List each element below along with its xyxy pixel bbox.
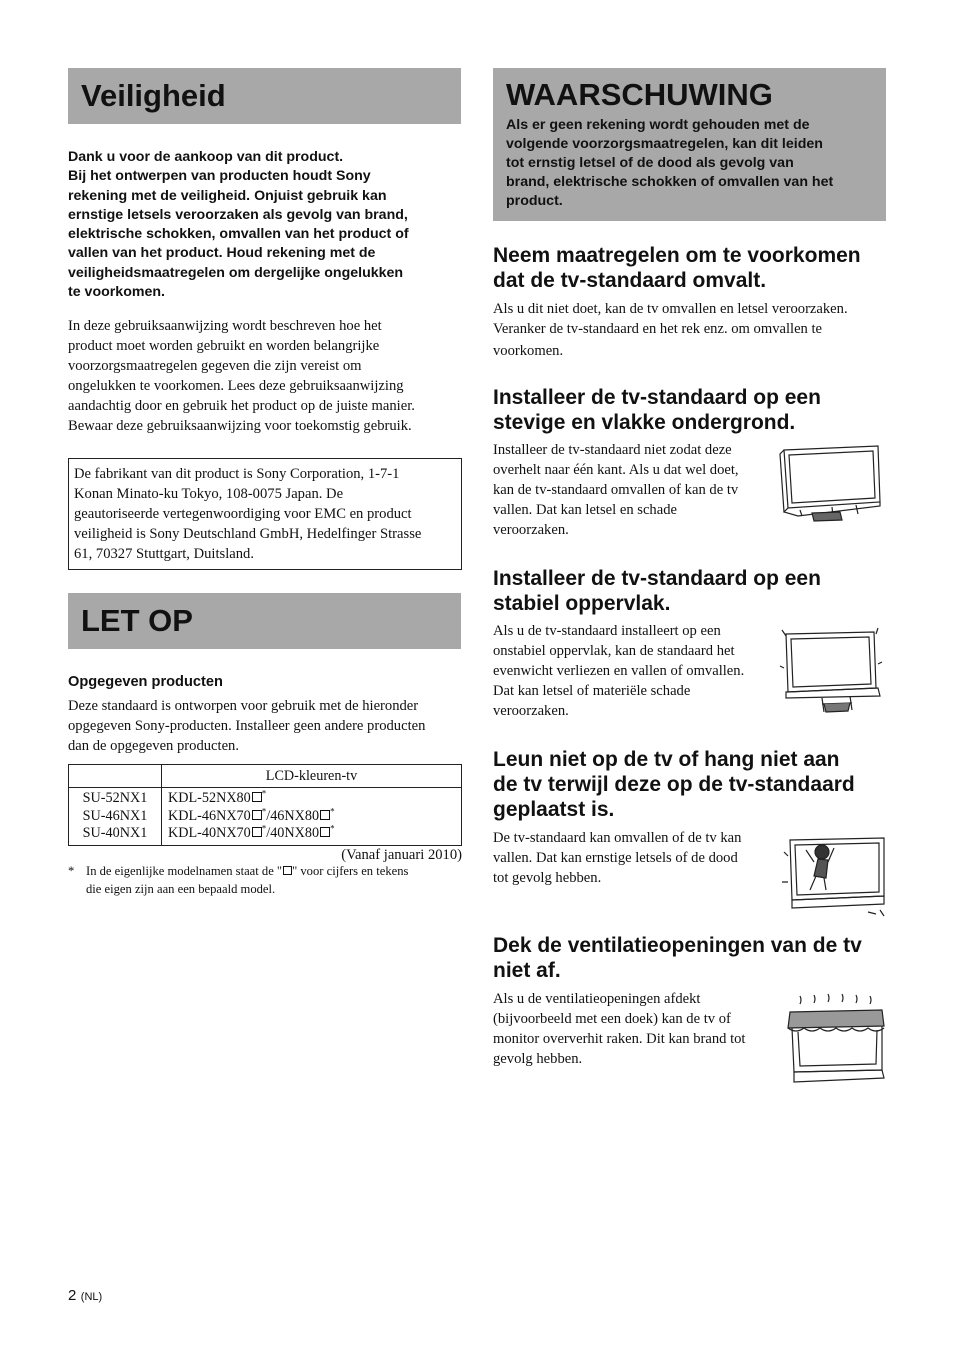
let-op-banner — [68, 593, 461, 649]
section-body-level-surface: Installeer de tv-standaard niet zodat deze overhelt naar één kant. Als u dat wel doet, kan de tv-standaard omvallen of kan de tv vallen. Dat kan letsel en schade veroorzaken. — [493, 442, 739, 538]
unstable-tv-illustration — [778, 626, 888, 716]
models-table — [68, 764, 462, 846]
placeholder-square-icon — [320, 810, 330, 820]
stand-models-cell — [69, 788, 162, 846]
section-title-stable-surface: Installeer de tv-standaard op een stabiel oppervlak. — [493, 567, 821, 615]
footnote-mark: * — [68, 864, 75, 878]
safety-intro: Dank u voor de aankoop van dit product. Bij het ontwerpen van producten houdt Sony rekening met de veiligheid. Onjuist gebruik kan ernstige letsels veroorzaken als gevolg van brand, elektrische schokken, omvallen van het product of vallen van het product. Houd rekening met de veiligheidsmaatregelen om dergelijke ongelukken te voorkomen. — [68, 149, 409, 301]
warning-title: WAARSCHUWING — [506, 77, 773, 112]
table-row — [69, 765, 462, 788]
section-body-ventilation: Als u de ventilatieopeningen afdekt (bijvoorbeeld met een doek) kan de tv of monitor oververhit raken. Dit kan brand tot gevolg hebben. — [493, 991, 746, 1067]
section-title-level-surface: Installeer de tv-standaard op een stevige en vlakke ondergrond. — [493, 386, 821, 434]
products-body: Deze standaard is ontworpen voor gebruik met de hieronder opgegeven Sony-producten. Installeer geen andere producten dan de opgegeven producten. — [68, 698, 426, 754]
stand-model: SU-52NX1 — [82, 790, 148, 806]
covered-vent-tv-illustration — [782, 992, 888, 1086]
section-title-no-leaning: Leun niet op de tv of hang niet aan de tv terwijl deze op de tv-standaard geplaatst is. — [493, 748, 855, 821]
manufacturer-text: De fabrikant van dit product is Sony Corporation, 1-7-1 Konan Minato-ku Tokyo, 108-0075 Japan. De geautoriseerde vertegenwoordiging voor EMC en product veiligheid is Sony Deutschland GmbH, Hedelfinger Strasse 61, 70327 Stuttgart, Duitsland. — [74, 466, 422, 562]
placeholder-square-icon — [252, 827, 262, 837]
placeholder-square-icon — [320, 827, 330, 837]
table-row — [69, 788, 462, 846]
stand-model: SU-46NX1 — [82, 807, 148, 824]
table-empty-cell — [69, 765, 162, 788]
section-body-no-leaning: De tv-standaard kan omvallen of de tv kan vallen. Dat kan ernstige letsels of de dood tot gevolg hebben. — [493, 830, 742, 886]
child-hanging-tv-illustration — [780, 832, 890, 918]
safety-body: In deze gebruiksaanwijzing wordt beschreven hoe het product moet worden gebruikt en worden belangrijke voorzorgsmaatregelen gegeven die zijn vereist om ongelukken te voorkomen. Lees deze gebruiksaanwijzing aandachtig door en gebruik het product op de juiste manier. Bewaar deze gebruiksaanwijzing voor toekomstig gebruik. — [68, 318, 415, 434]
tv-model: KDL-52NX80 * — [168, 788, 267, 806]
tilted-tv-illustration — [778, 444, 888, 522]
placeholder-square-icon — [252, 810, 262, 820]
let-op-title: LET OP — [81, 603, 193, 638]
table-date: (Vanaf januari 2010) — [341, 847, 462, 863]
section-title-anchor: Neem maatregelen om te voorkomen dat de tv-standaard omvalt. — [493, 244, 861, 292]
footnote-line-2: die eigen zijn aan een bepaald model. — [86, 882, 276, 896]
page-number: 2 (NL) — [68, 1287, 103, 1304]
warning-text: Als er geen rekening wordt gehouden met de volgende voorzorgsmaatregelen, kan dit leiden tot ernstig letsel of de dood als gevolg van brand, elektrische schokken of omvallen van het product. — [506, 117, 834, 209]
section-title-ventilation: Dek de ventilatieopeningen van de tv niet af. — [493, 934, 862, 982]
manufacturer-box — [68, 458, 462, 570]
veiligheid-title: Veiligheid — [81, 78, 226, 113]
tv-models-cell — [162, 788, 462, 846]
placeholder-square-icon — [252, 792, 262, 802]
section-body-stable-surface: Als u de tv-standaard installeert op een onstabiel oppervlak, kan de standaard het evenwicht verliezen en vallen of omvallen. Dat kan letsel of materiële schade veroorzaken. — [493, 623, 745, 719]
stand-model: SU-40NX1 — [82, 825, 148, 841]
section-body-anchor: Als u dit niet doet, kan de tv omvallen en letsel veroorzaken. Veranker de tv-standaard en het rek enz. om omvallen te voorkomen. — [493, 301, 848, 359]
tv-model: KDL-40NX70 */40NX80 * — [168, 823, 335, 841]
tv-model: KDL-46NX70 */46NX80 * — [168, 805, 335, 824]
warning-banner — [493, 68, 886, 221]
placeholder-square-icon — [283, 866, 292, 875]
veiligheid-banner — [68, 68, 461, 124]
products-heading: Opgegeven producten — [68, 674, 223, 690]
table-header: LCD-kleuren-tv — [162, 765, 462, 788]
